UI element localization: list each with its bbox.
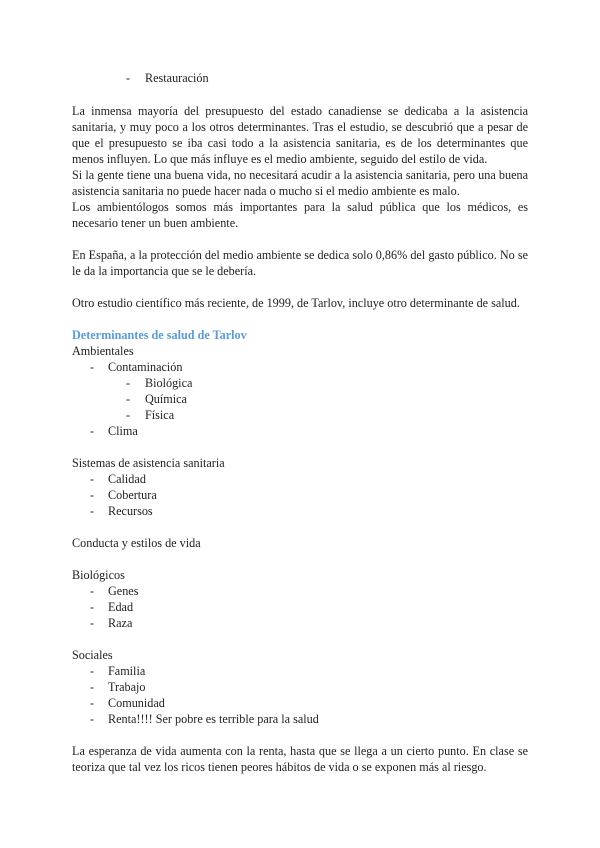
paragraph-1-line-3: que el presupuesto se iba casi todo a la asistencia sanitaria, es de los determinantes que xyxy=(72,136,528,150)
paragraph-3-line-1: Los ambientólogos somos más importantes para la salud pública que los médicos, es xyxy=(72,200,528,214)
list-item: Cobertura xyxy=(108,488,157,502)
sublist-item: Biológica xyxy=(145,376,193,390)
paragraph-2-line-2: asistencia sanitaria no puede hacer nada o mucho si el medio ambiente es malo. xyxy=(72,184,460,198)
category-biologicos: Biológicos xyxy=(72,568,125,582)
list-dash: - xyxy=(90,696,95,710)
paragraph-1-line-4: menos influyen. Lo que más influye es el medio ambiente, seguido del estilo de vida. xyxy=(72,152,488,166)
paragraph-2-line-1: Si la gente tiene una buena vida, no necesitará acudir a la asistencia sanitaria, pero una buena xyxy=(72,168,528,182)
list-item: Recursos xyxy=(108,504,153,518)
list-item: Familia xyxy=(108,664,146,678)
list-item: Comunidad xyxy=(108,696,165,710)
paragraph-5: Otro estudio científico más reciente, de 1999, de Tarlov, incluye otro determinante de salud. xyxy=(72,296,520,310)
paragraph-6-line-1: La esperanza de vida aumenta con la renta, hasta que se llega a un cierto punto. En clase se xyxy=(72,744,528,758)
paragraph-4-line-1: En España, a la protección del medio ambiente se dedica solo 0,86% del gasto público. No se xyxy=(72,248,528,262)
list-dash: - xyxy=(126,376,131,390)
list-dash: - xyxy=(90,472,95,486)
sublist-item: Química xyxy=(145,392,187,406)
paragraph-1-line-2: sanitaria, y muy poco a los otros determinantes. Tras el estudio, se descubrió que a pesar de xyxy=(72,120,528,134)
list-dash: - xyxy=(90,504,95,518)
category-ambientales: Ambientales xyxy=(72,344,134,358)
list-item: Calidad xyxy=(108,472,146,486)
list-dash: - xyxy=(90,424,95,438)
list-item: Renta!!!! Ser pobre es terrible para la salud xyxy=(108,712,319,726)
list-dash: - xyxy=(90,600,95,614)
list-dash: - xyxy=(90,712,95,726)
category-sistemas: Sistemas de asistencia sanitaria xyxy=(72,456,225,470)
list-item: Raza xyxy=(108,616,133,630)
list-item-restauracion: Restauración xyxy=(145,71,209,85)
list-dash: - xyxy=(90,488,95,502)
list-item: Trabajo xyxy=(108,680,146,694)
paragraph-6-line-2: teoriza que tal vez los ricos tienen peores hábitos de vida o se exponen más al riesgo. xyxy=(72,760,487,774)
list-item-clima: Clima xyxy=(108,424,138,438)
list-dash: - xyxy=(126,392,131,406)
list-dash: - xyxy=(90,360,95,374)
list-item: Genes xyxy=(108,584,139,598)
paragraph-4-line-2: le da la importancia que se le debería. xyxy=(72,264,257,278)
list-dash: - xyxy=(90,584,95,598)
category-conducta: Conducta y estilos de vida xyxy=(72,536,201,550)
list-item-contaminacion: Contaminación xyxy=(108,360,183,374)
list-dash: - xyxy=(90,616,95,630)
list-dash: - xyxy=(126,408,131,422)
paragraph-1-line-1: La inmensa mayoría del presupuesto del estado canadiense se dedicaba a la asistencia xyxy=(72,104,528,118)
section-heading: Determinantes de salud de Tarlov xyxy=(72,328,247,342)
list-dash: - xyxy=(90,664,95,678)
list-dash: - xyxy=(90,680,95,694)
list-item: Edad xyxy=(108,600,134,614)
list-dash: - xyxy=(126,71,131,85)
sublist-item: Física xyxy=(145,408,175,422)
paragraph-3-line-2: necesario tener un buen ambiente. xyxy=(72,216,239,230)
category-sociales: Sociales xyxy=(72,648,113,662)
